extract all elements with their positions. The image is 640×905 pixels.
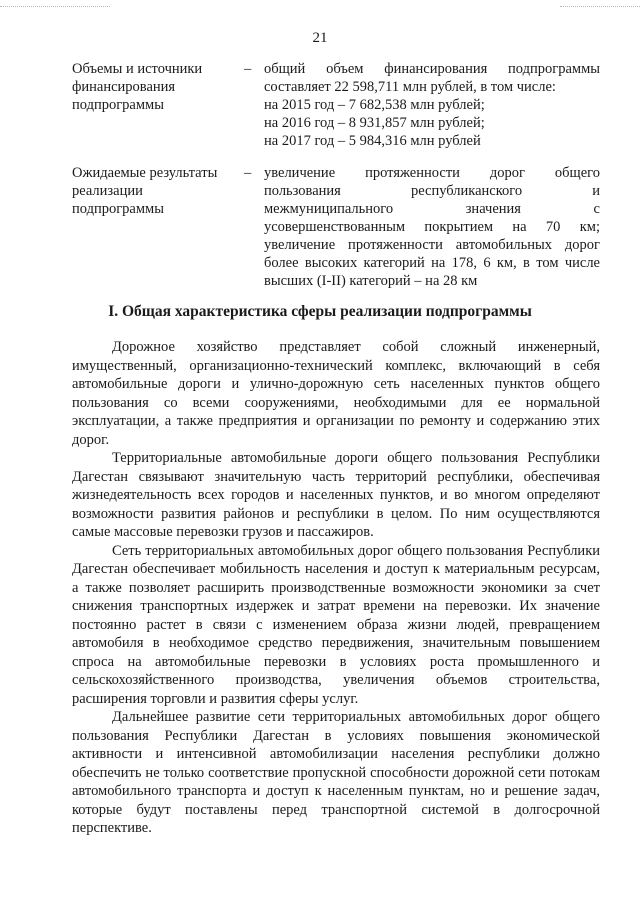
info-value xyxy=(264,164,600,290)
value-line: межмуниципального значения с xyxy=(264,201,600,217)
info-value xyxy=(264,60,600,150)
label-line: подпрограммы xyxy=(72,201,164,217)
value-line: увеличение протяженности автомобильных дорог xyxy=(264,237,600,253)
info-dash: – xyxy=(244,61,252,77)
section-heading: I. Общая характеристика сферы реализации подпрограммы xyxy=(108,303,532,320)
value-line: общий объем финансирования подпрограммы xyxy=(264,61,600,77)
body-text xyxy=(72,338,600,838)
info-dash: – xyxy=(244,165,252,181)
paragraph: Дорожное хозяйство представляет собой сложный инженерный, имущественный, организационно-технический комплекс, включающий в себя автомобильные дороги и улично-дорожную сеть населенных пунктов общего пользования со всеми сооружениями, необходимыми для ее нормальной эксплуатации, а также предприятия и организации по ремонту и содержанию этих дорог. xyxy=(72,339,600,448)
info-label xyxy=(72,60,232,114)
value-line: более высоких категорий на 178, 6 км, в том числе xyxy=(264,255,600,271)
label-line: реализации xyxy=(72,183,143,199)
paragraph: Территориальные автомобильные дороги общего пользования Республики Дагестан связывают значительную часть территорий республики, обеспечивая жизнедеятельность всех городов и населенных пунктов, и во многом определяют возможности развития районов и республики в целом. По ним осуществляются самые массовые перевозки грузов и пассажиров. xyxy=(72,450,600,540)
value-line: составляет 22 598,711 млн рублей, в том числе: xyxy=(264,79,556,95)
scan-edge-mark xyxy=(560,6,640,8)
page-number: 21 xyxy=(312,30,328,46)
value-line: на 2017 год – 5 984,316 млн рублей xyxy=(264,133,481,149)
paragraph: Сеть территориальных автомобильных дорог общего пользования Республики Дагестан обеспечивает мобильность населения и доступ к материальным ресурсам, а также позволяет расширить производственные возможности экономики за счет снижения транспортных издержек и затрат времени на перевозки. Их значение постоянно растет в связи с изменением образа жизни людей, превращением автомобиля в необходимое средство передвижения, значительным повышением спроса на автомобильные перевозки в условиях роста промышленного и сельскохозяйственного производства, увеличения объемов строительства, расширения торговли и развития сферы услуг. xyxy=(72,542,600,707)
label-line: подпрограммы xyxy=(72,97,164,113)
value-line: высших (I-II) категорий – на 28 км xyxy=(264,273,478,289)
value-line: пользования республиканского и xyxy=(264,183,600,199)
info-label xyxy=(72,164,232,218)
label-line: Объемы и источники xyxy=(72,61,203,77)
scan-edge-mark xyxy=(0,6,110,8)
value-line: увеличение протяженности дорог общего xyxy=(264,165,600,181)
paragraph: Дальнейшее развитие сети территориальных автомобильных дорог общего пользования Республики Дагестан в условиях повышения экономической активности и интенсивной автомобилизации населения республики должно обеспечить не только соответствие пропускной способности дорожной сети потокам автомобильного транспорта и доступ к населенным пунктам, но и решение задач, которые будут поставлены перед транспортной системой в долгосрочной перспективе. xyxy=(72,709,600,836)
label-line: Ожидаемые результаты xyxy=(72,165,218,181)
value-line: на 2015 год – 7 682,538 млн рублей; xyxy=(264,97,485,113)
value-line: на 2016 год – 8 931,857 млн рублей; xyxy=(264,115,485,131)
value-line: усовершенствованным покрытием на 70 км; xyxy=(264,219,600,235)
label-line: финансирования xyxy=(72,79,176,95)
